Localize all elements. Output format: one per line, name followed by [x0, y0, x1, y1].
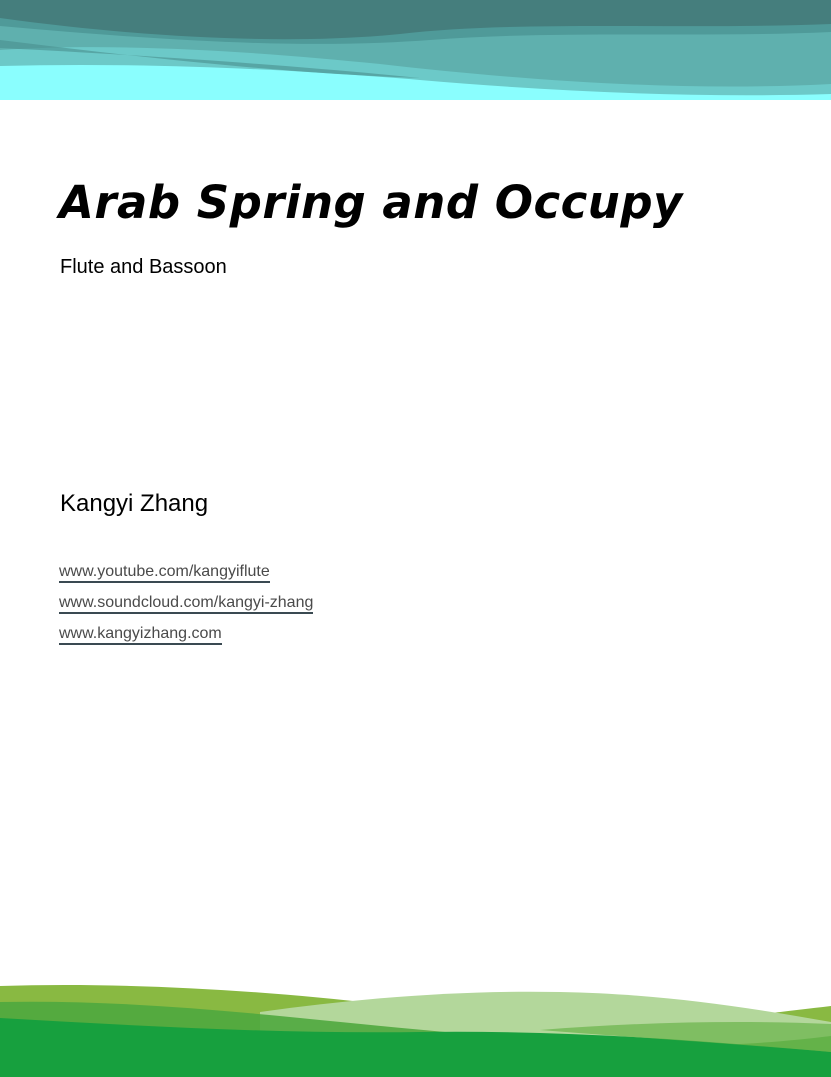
composer-name: Kangyi Zhang	[60, 490, 209, 517]
top-wave-banner	[0, 0, 831, 100]
link-item-youtube	[59, 563, 313, 594]
youtube-link[interactable]: www.youtube.com/kangyiflute	[59, 563, 270, 583]
bottom-wave-banner	[0, 982, 831, 1077]
soundcloud-link[interactable]: www.soundcloud.com/kangyi-zhang	[59, 594, 313, 614]
document-title: Arab Spring and Occupy	[59, 176, 683, 229]
link-item-website	[59, 625, 313, 656]
instrumentation-subtitle: Flute and Bassoon	[60, 256, 227, 278]
link-list	[59, 563, 313, 656]
link-item-soundcloud	[59, 594, 313, 625]
website-link[interactable]: www.kangyizhang.com	[59, 625, 222, 645]
